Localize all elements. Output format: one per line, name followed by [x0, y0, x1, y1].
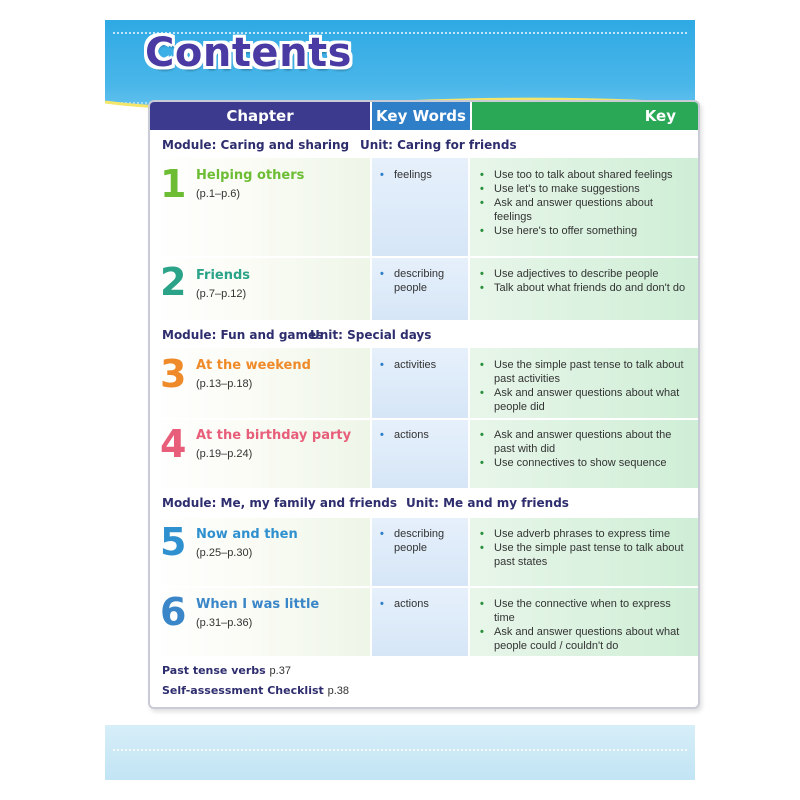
column-header-key: Key [470, 102, 698, 130]
column-header-chapter: Chapter [150, 102, 370, 130]
contents-table [148, 100, 700, 709]
chapter-pages: (p.31–p.36) [196, 617, 253, 629]
key-item: • Ask and answer questions about the past with did [480, 429, 672, 455]
unit-name: Unit: Special days [310, 328, 432, 342]
key-list [480, 527, 692, 569]
chapter-number: 5 [160, 520, 187, 564]
footer-link-past-tense-verbs[interactable]: Past tense verbs p.37 [162, 664, 291, 677]
key-item: • Ask and answer questions about what people did [480, 387, 680, 413]
key-list [480, 428, 692, 470]
chapter-title[interactable]: At the weekend [196, 358, 311, 373]
chapter-title[interactable]: Helping others [196, 168, 305, 183]
footer-link-self-assessment[interactable]: Self-assessment Checklist p.38 [162, 684, 350, 697]
key-word-item: • actions [380, 598, 429, 610]
chapter-number: 3 [160, 352, 187, 396]
column-header-key-words: Key Words [370, 102, 470, 130]
key-item: • Ask and answer questions about feelings [480, 197, 653, 223]
key-list [480, 168, 692, 238]
key-item: • Use connectives to show sequence [480, 457, 667, 469]
module-name: Module: Fun and games [162, 328, 324, 342]
key-item: • Use adverb phrases to express time [480, 528, 671, 540]
chapter-title[interactable]: Now and then [196, 527, 298, 542]
chapter-title[interactable]: When I was little [196, 597, 320, 612]
key-word-item: • describing people [380, 528, 445, 554]
key-word-item: • activities [380, 359, 437, 371]
chapter-pages: (p.7–p.12) [196, 288, 247, 300]
chapter-title[interactable]: At the birthday party [196, 428, 352, 443]
footer-band [105, 725, 695, 780]
footer-dotted-line [113, 749, 687, 751]
module-heading [162, 328, 432, 342]
key-item: • Use the simple past tense to talk about past activities [480, 359, 684, 385]
chapter-pages: (p.19–p.24) [196, 448, 253, 460]
key-list [480, 358, 692, 414]
chapter-pages: (p.13–p.18) [196, 378, 253, 390]
key-item: • Use too to talk about shared feelings [480, 169, 673, 181]
module-name: Module: Me, my family and friends [162, 496, 397, 510]
key-item: • Use the simple past tense to talk about past states [480, 542, 684, 568]
module-name: Module: Caring and sharing [162, 138, 350, 152]
key-list [480, 597, 692, 653]
key-item: • Talk about what friends do and don't do [480, 282, 686, 294]
chapter-title[interactable]: Friends [196, 268, 251, 283]
module-heading [162, 138, 517, 152]
key-item: • Use the connective when to express time [480, 598, 671, 624]
key-list [480, 267, 692, 295]
unit-name: Unit: Caring for friends [360, 138, 517, 152]
unit-name: Unit: Me and my friends [406, 496, 569, 510]
page-title: Contents [145, 30, 352, 76]
key-item: • Use here's to offer something [480, 225, 638, 237]
key-item: • Use adjectives to describe people [480, 268, 659, 280]
key-word-item: • describing people [380, 268, 445, 294]
key-word-item: • feelings [380, 169, 432, 181]
module-heading [162, 496, 569, 510]
chapter-number: 1 [160, 162, 187, 206]
chapter-number: 2 [160, 260, 187, 304]
key-item: • Use let's to make suggestions [480, 183, 640, 195]
chapter-pages: (p.25–p.30) [196, 547, 253, 559]
chapter-number: 6 [160, 590, 187, 634]
chapter-pages: (p.1–p.6) [196, 188, 241, 200]
chapter-number: 4 [160, 422, 187, 466]
key-item: • Ask and answer questions about what people could / couldn't do [480, 626, 680, 652]
key-word-item: • actions [380, 429, 429, 441]
